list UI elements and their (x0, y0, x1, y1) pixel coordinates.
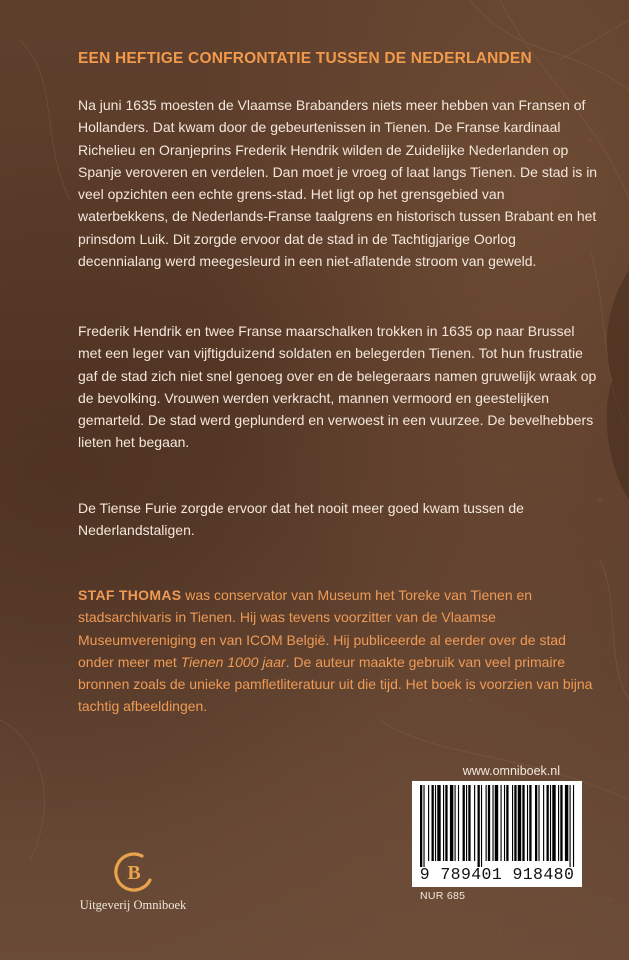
barcode-bar (570, 785, 571, 867)
barcode-bar (492, 785, 493, 861)
barcode-bar (529, 785, 531, 861)
author-bio (78, 584, 598, 718)
isbn-number: 9 789401 918480 (419, 865, 575, 884)
barcode-bar (481, 785, 482, 867)
barcode-bar (552, 785, 555, 861)
omniboek-logo-icon (112, 850, 156, 894)
author-bio-text-1: was conservator van Museum het Toreke van Tienen en stadsarchivaris in Tienen. Hij was tevens voorzitter van de Vlaamse Museumvereniging en van ICOM België. Hij publiceerde al eerder over de stad onder meer met (78, 587, 566, 670)
book-title-reference: Tienen 1000 jaar (180, 653, 286, 670)
barcode-bar (463, 785, 465, 861)
barcode-bar (437, 785, 440, 861)
barcode-bar (501, 785, 502, 861)
logo-letter: B (127, 862, 141, 884)
barcode-bar (458, 785, 459, 861)
author-name: STAF THOMAS (78, 587, 182, 603)
isbn-barcode (412, 781, 582, 887)
barcode-bar (478, 785, 480, 867)
barcode-bar (443, 785, 444, 861)
barcode-bar (468, 785, 470, 861)
barcode-bar (514, 785, 516, 861)
barcode-bar (527, 785, 528, 861)
barcode-bar (518, 785, 521, 861)
barcode-bar (435, 785, 436, 861)
barcode-bar (466, 785, 467, 861)
barcode-bar (420, 785, 422, 867)
author-bio-text-2: . De auteur maakte gebruik van veel primaire bronnen zoals de unieke pamfletliteratuur uit die tijd. Het boek is voorzien van bijna tachtig afbeeldingen. (78, 653, 593, 715)
blurb-paragraph-3: De Tiense Furie zorgde ervoor dat het nooit meer goed kwam tussen de Nederlandstaligen. (78, 500, 524, 539)
barcode-bar (495, 785, 498, 861)
barcode-bar (474, 785, 475, 861)
barcode-bar (573, 785, 574, 867)
barcode-bar (455, 785, 456, 861)
blurb-paragraph-2: Frederik Hendrik en twee Franse maarschalken trokken in 1635 op naar Brussel met een leger van vijftigduizend soldaten en belegerden Tienen. Tot hun frustratie gaf de stad zich niet snel genoeg over en de belegeraars namen gruwelijk wraak op de bevolking. Vrouwen werden verkracht, mannen vermoord en geestelijken gemarteld. De stad werd geplunderd en verwoest in een vuurzee. De bevelhebbers lieten het begaan. (78, 323, 597, 451)
barcode-bar (450, 785, 453, 861)
publisher-website[interactable]: www.omniboek.nl (462, 764, 560, 778)
barcode-bar (558, 785, 559, 861)
barcode-bar (504, 785, 505, 861)
barcode-bars (418, 785, 576, 867)
barcode-bar (486, 785, 487, 861)
barcode-bar (535, 785, 537, 861)
barcode-bar (432, 785, 434, 861)
barcode-bar (428, 785, 429, 861)
barcode-bar (538, 785, 539, 861)
barcode-bar (512, 785, 513, 861)
publisher-name: Uitgeverij Omniboek (79, 898, 187, 912)
barcode-bar (543, 785, 544, 861)
barcode-bar (547, 785, 549, 861)
barcode-bar (445, 785, 447, 861)
barcode-bar (488, 785, 490, 861)
barcode-bar (506, 785, 508, 861)
back-cover-heading: EEN HEFTIGE CONFRONTATIE TUSSEN DE NEDERLANDEN (78, 50, 532, 67)
barcode-bar (522, 785, 524, 861)
barcode-bar (550, 785, 551, 861)
barcode-bar (565, 785, 568, 861)
blurb-paragraph-1: Na juni 1635 moesten de Vlaamse Brabanders niets meer hebben van Fransen of Hollanders. Dat kwam door de gebeurtenissen in Tienen. De Franse kardinaal Richelieu en Oranjeprins Frederik Hendrik wilden de Zuidelijke Nederlanden op Spanje veroveren en verdelen. Dan moet je vroeg of laat langs Tienen. De stad is in veel opzichten een echte grens-stad. Het ligt op het grensgebied van waterbekkens, de Nederlands-Franse taalgrens en historisch tussen Brabant en het prinsdom Luik. Dit zorgde ervoor dat de stad in de Tachtigjarige Oorlog decennialang werd meegesleurd in een niet-aflatende stroom van geweld. (78, 97, 598, 270)
barcode-bar (560, 785, 562, 861)
nur-code: NUR 685 (420, 890, 466, 902)
barcode-bar (423, 785, 424, 867)
